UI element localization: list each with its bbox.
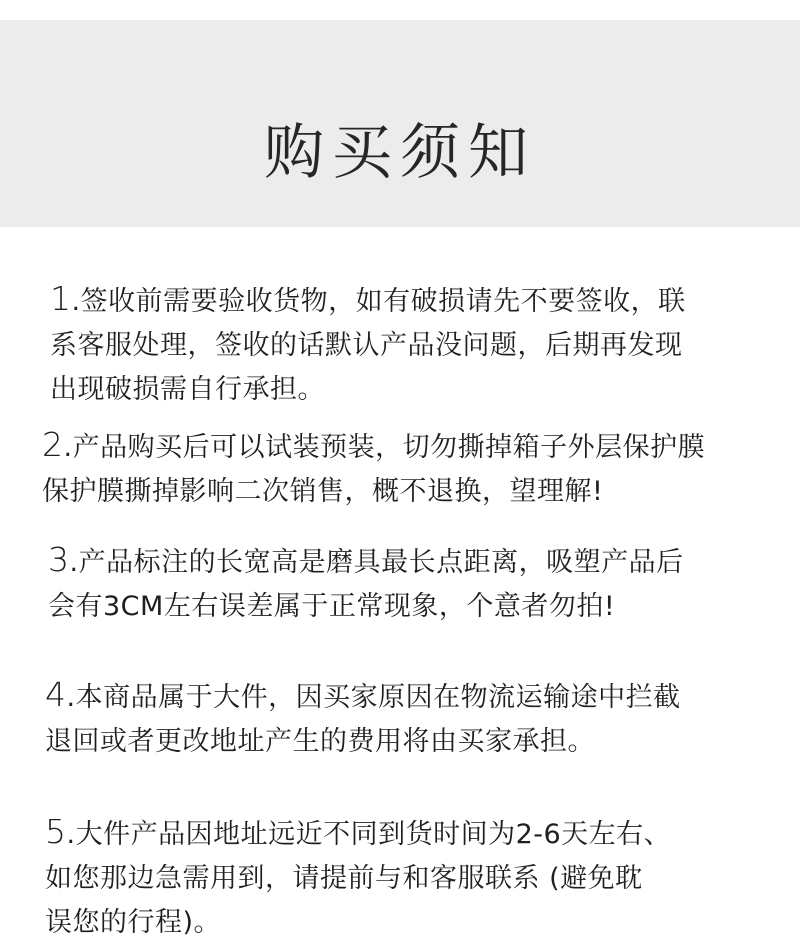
notice-number: 5 xyxy=(45,812,67,851)
notice-number: 2 xyxy=(42,425,64,464)
notice-line: 退回或者更改地址产生的费用将由买家承担。 xyxy=(45,726,595,757)
notice-line: 误您的行程)。 xyxy=(45,907,222,938)
notice-item-1 xyxy=(50,277,686,412)
notice-line: 会有3CM左右误差属于正常现象，个意者勿拍! xyxy=(48,591,616,622)
notice-line xyxy=(45,810,671,857)
notice-number: 1 xyxy=(50,279,72,318)
page-title: 购买须知 xyxy=(264,118,536,188)
notice-text: .产品购买后可以试装预装，切勿撕掉箱子外层保护膜 xyxy=(63,432,706,463)
notice-line xyxy=(45,673,681,720)
notice-item-4 xyxy=(45,673,681,764)
notice-line: 保护膜撕掉影响二次销售，概不退换，望理解! xyxy=(42,476,604,507)
notice-line xyxy=(48,538,684,585)
notice-number: 3 xyxy=(48,540,70,579)
notice-text: .产品标注的长宽高是磨具最长点距离，吸塑产品后 xyxy=(69,547,684,578)
notice-text: .本商品属于大件，因买家原因在物流运输途中拦截 xyxy=(66,682,681,713)
notice-line xyxy=(50,277,686,324)
notice-line: 系客服处理，签收的话默认产品没问题，后期再发现 xyxy=(50,330,683,361)
notice-line: 出现破损需自行承担。 xyxy=(50,374,325,405)
notice-item-2 xyxy=(42,423,705,514)
notice-item-3 xyxy=(48,538,684,629)
notice-line xyxy=(42,423,705,470)
notice-text: .大件产品因地址远近不同到货时间为2-6天左右、 xyxy=(66,819,672,850)
notice-line: 如您那边急需用到，请提前与和客服联系 (避免耽 xyxy=(45,863,643,894)
notice-text: .签收前需要验收货物，如有破损请先不要签收，联 xyxy=(71,286,686,317)
notice-number: 4 xyxy=(45,675,67,714)
notice-item-5 xyxy=(45,810,671,945)
